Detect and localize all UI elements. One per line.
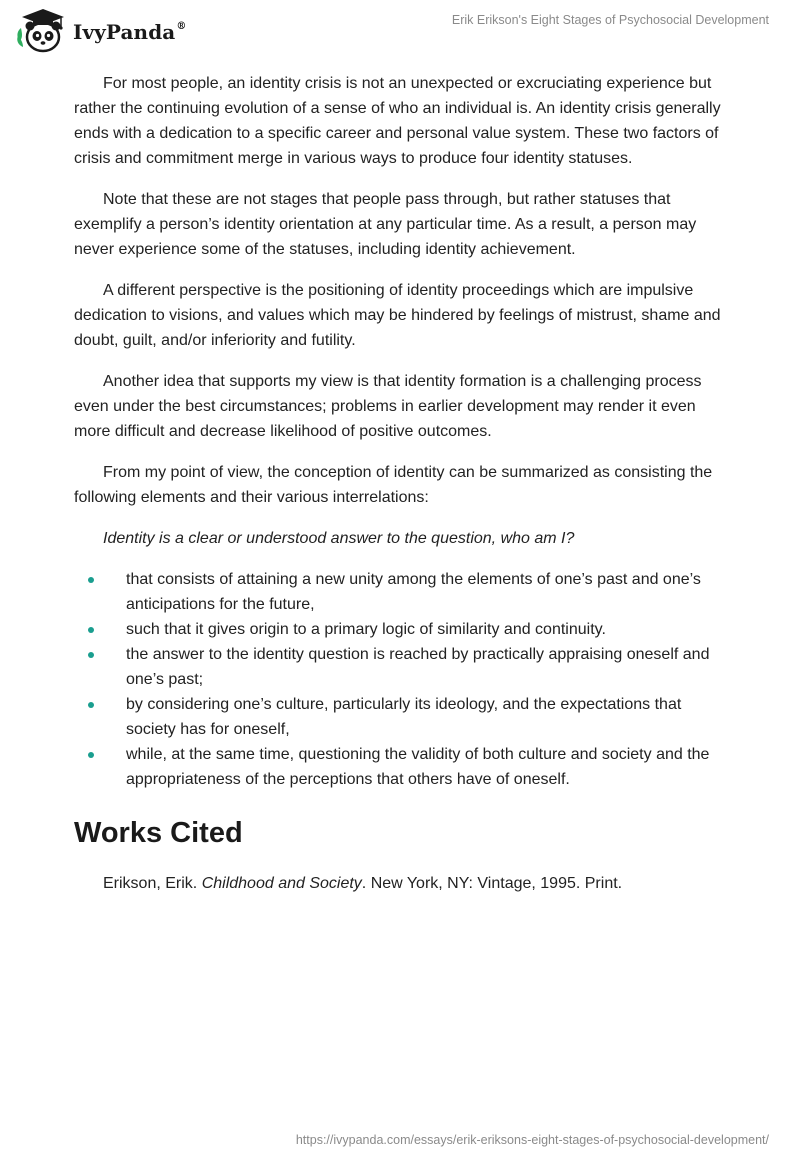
list-item-text: the answer to the identity question is reached by practically appraising oneself and one’s past; <box>126 646 710 688</box>
logo-wordmark: IvyPanda® <box>73 20 187 44</box>
bullet-dot-icon <box>88 652 94 658</box>
document-title: Erik Erikson's Eight Stages of Psychosocial Development <box>451 13 769 27</box>
identity-elements-list <box>74 567 734 792</box>
essay-content <box>74 71 734 896</box>
page-header <box>0 0 800 60</box>
paragraph-identity-crisis: For most people, an identity crisis is not an unexpected or excruciating experience but rather the continuing evolution of a sense of who an individual is. An identity crisis generally ends with a dedication to a specific career and personal value system. These two factors of crisis and commitment merge in various ways to produce four identity statuses. <box>74 75 721 167</box>
citation-entry <box>103 871 734 896</box>
list-item <box>74 642 734 692</box>
bullet-dot-icon <box>88 702 94 708</box>
list-item-text: while, at the same time, questioning the validity of both culture and society and the appropriateness of the perceptions that others have of oneself. <box>126 746 710 788</box>
citation-author: Erikson, Erik. <box>103 875 202 892</box>
list-item-text: by considering one’s culture, particularly its ideology, and the expectations that society has for oneself, <box>126 696 682 738</box>
list-item <box>74 692 734 742</box>
list-item-text: such that it gives origin to a primary logic of similarity and continuity. <box>126 621 606 638</box>
paragraph-conception: From my point of view, the conception of identity can be summarized as consisting the following elements and their various interrelations: <box>74 464 713 506</box>
citation-publication: . New York, NY: Vintage, 1995. Print. <box>361 875 623 892</box>
bullet-dot-icon <box>88 627 94 633</box>
registered-mark: ® <box>176 21 187 32</box>
works-cited-heading: Works Cited <box>74 817 243 849</box>
list-item <box>74 567 734 617</box>
ivypanda-logo[interactable] <box>14 7 186 53</box>
citation-book-title: Childhood and Society <box>201 875 362 892</box>
list-item-text: that consists of attaining a new unity among the elements of one’s past and one’s anticipations for the future, <box>126 571 701 613</box>
list-item <box>74 742 734 792</box>
bullet-dot-icon <box>88 752 94 758</box>
paragraph-identity-formation: Another idea that supports my view is that identity formation is a challenging process even under the best circumstances; problems in earlier development may render it even more difficult and decrease likelihood of positive outcomes. <box>74 373 702 440</box>
bullet-dot-icon <box>88 577 94 583</box>
list-item <box>74 617 734 642</box>
paragraph-statuses: Note that these are not stages that people pass through, but rather statuses that exemplify a person’s identity orientation at any particular time. As a result, a person may never experience some of the statuses, including identity achievement. <box>74 191 697 258</box>
source-url-link[interactable]: https://ivypanda.com/essays/erik-eriksons-eight-stages-of-psychosocial-development/ <box>295 1133 769 1147</box>
panda-graduation-cap-icon <box>14 7 68 53</box>
identity-question: Identity is a clear or understood answer to the question, who am I? <box>103 530 575 547</box>
paragraph-perspective: A different perspective is the positioning of identity proceedings which are impulsive dedication to visions, and values which may be hindered by feelings of mistrust, shame and doubt, guilt, and/or inferiority and futility. <box>74 282 721 349</box>
